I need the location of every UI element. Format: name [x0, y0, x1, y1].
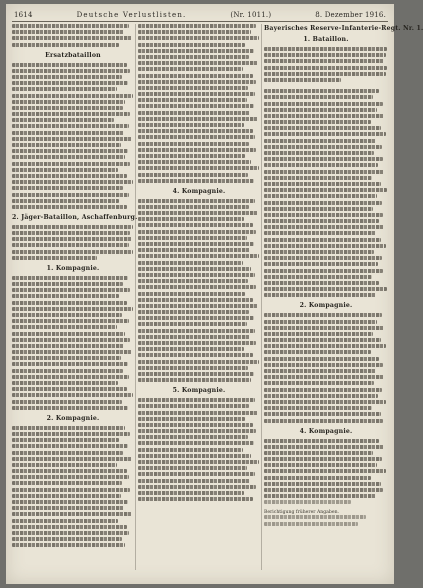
section-heading: 2. Kompagnie.	[299, 302, 353, 310]
section-heading: 5. Kompagnie.	[172, 387, 226, 395]
section-heading: 4. Kompagnie.	[172, 187, 226, 195]
column-left	[12, 24, 138, 570]
section-heading: Ersatzbataillon	[45, 51, 101, 59]
section-heading: 4. Kompagnie.	[299, 427, 353, 435]
section-heading: 2. Kompagnie.	[46, 414, 100, 422]
page-header	[14, 10, 386, 20]
column-divider	[135, 24, 136, 570]
footnote: Berichtigung früherer Angaben.	[264, 510, 340, 516]
section-heading: Bayerisches Reserve-Infanterie-Regt. Nr. 1.	[264, 25, 423, 32]
section-heading: 1. Bataillon.	[303, 36, 349, 43]
page-number: 1614	[14, 11, 33, 19]
issue-number: (Nr. 1011.)	[230, 11, 272, 19]
section-heading: 2. Jäger-Bataillon, Aschaffenburg.	[12, 213, 138, 221]
column-right	[264, 24, 423, 570]
header-rule	[12, 21, 388, 22]
issue-date: 8. Dezember 1916.	[315, 11, 386, 19]
section-heading: 1. Kompagnie.	[46, 264, 100, 272]
newspaper-page	[6, 4, 423, 584]
column-divider	[261, 24, 262, 570]
publication-title: Deutsche Verlustlisten.	[76, 11, 187, 19]
column-middle	[138, 24, 260, 570]
